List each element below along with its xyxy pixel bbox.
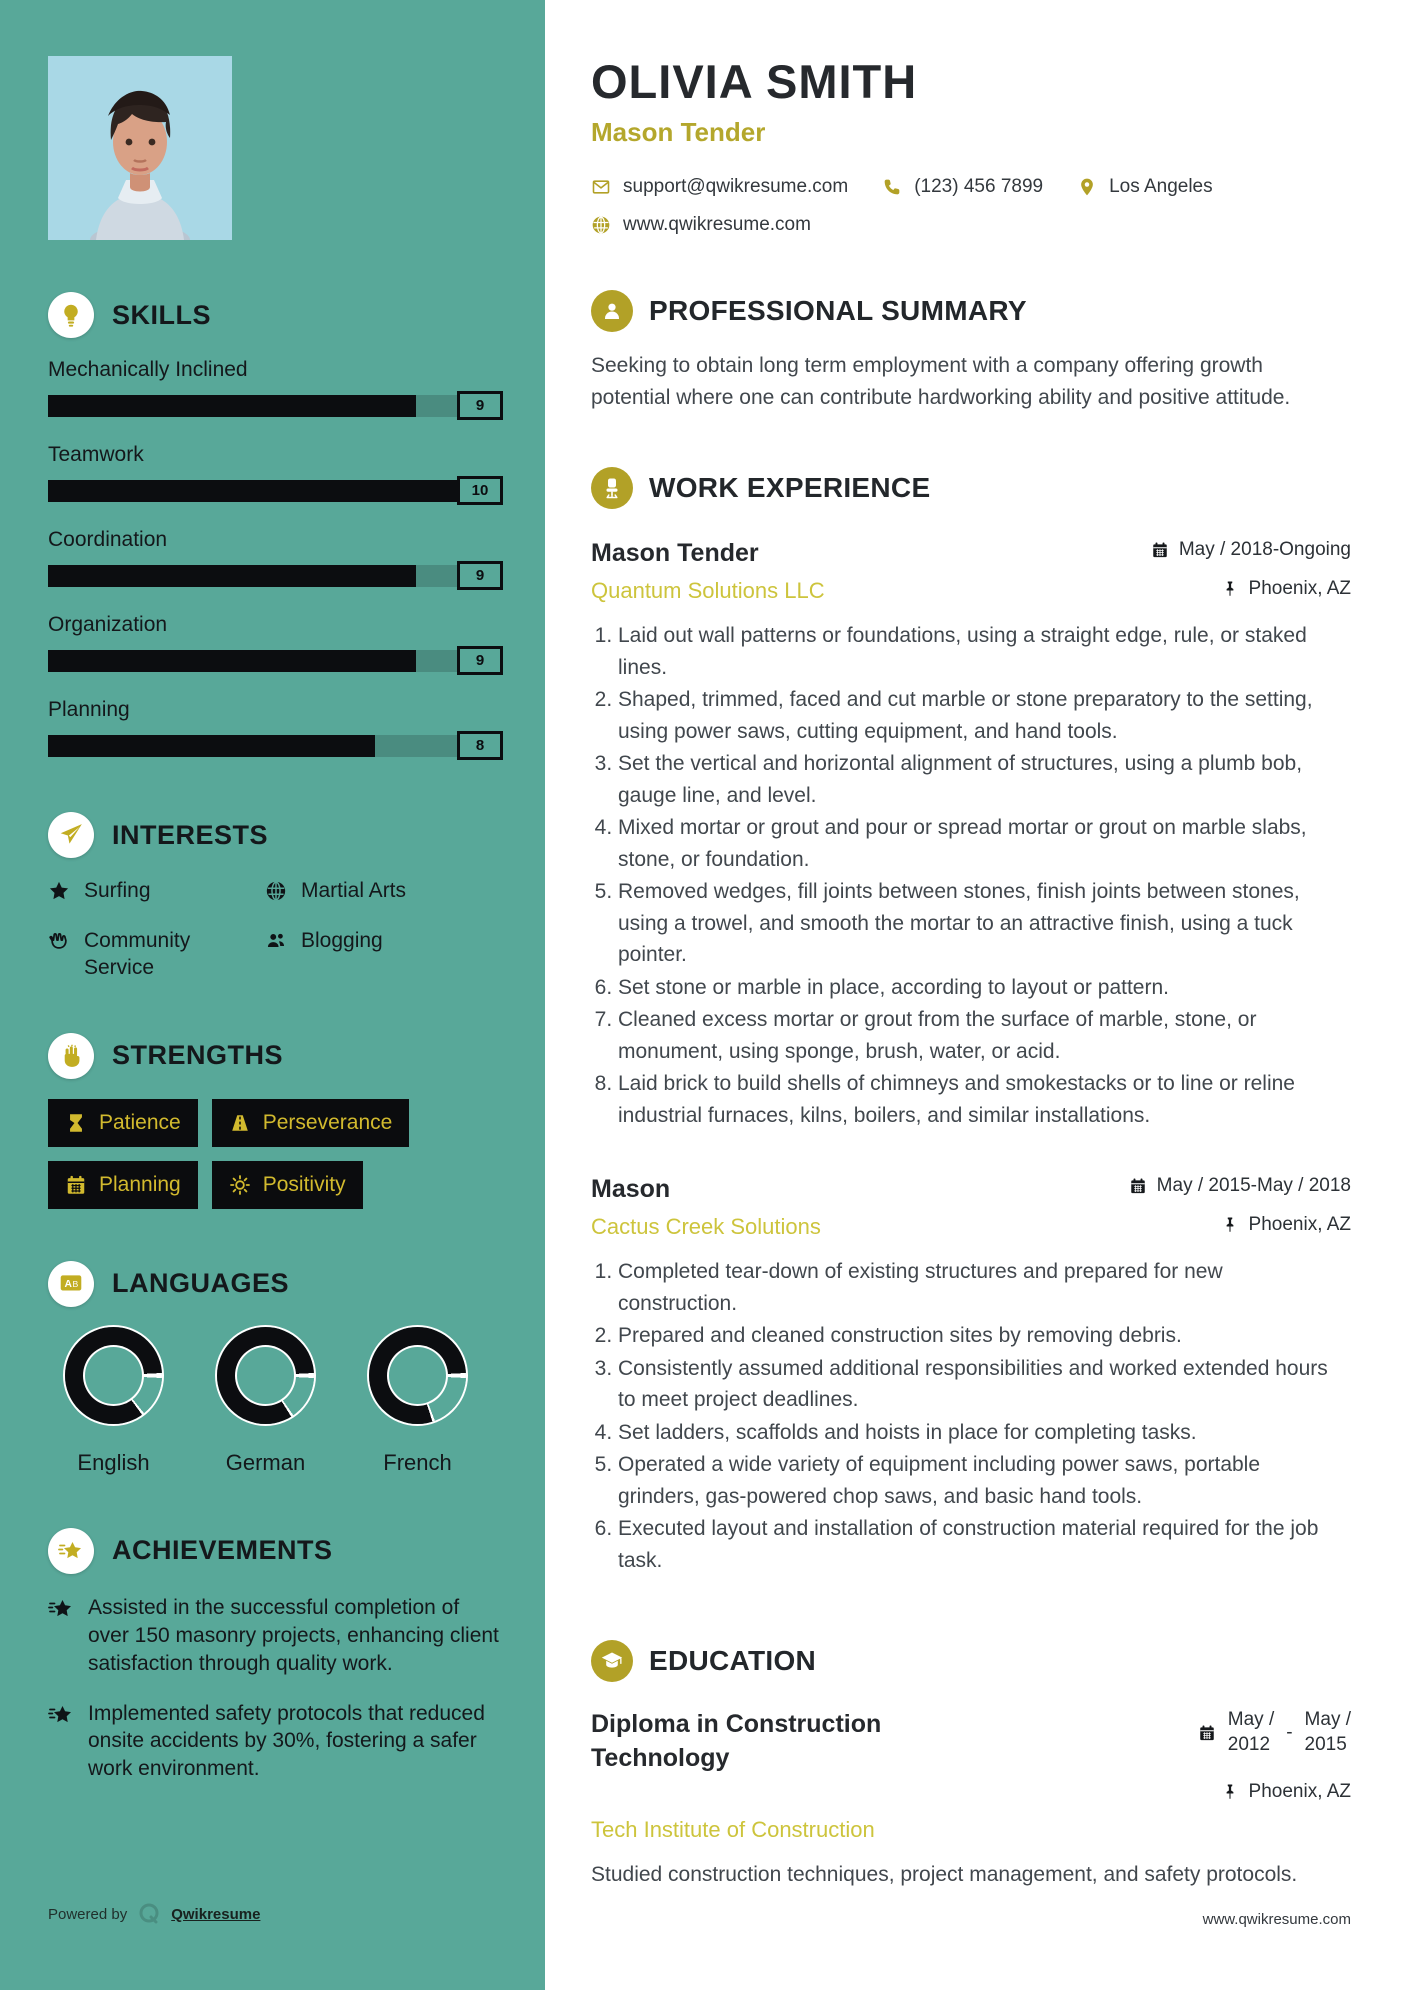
skill-value-badge: 9 [457,646,503,675]
interest-item: Martial Arts [265,878,503,904]
bullet-item: 2. Shaped, trimmed, faced and cut marble or stone preparatory to the setting, using power saws, cutting equipment, and hand tools. [618,684,1331,747]
powered-by-label: Powered by [48,1905,128,1923]
lightbulb-icon [58,302,84,328]
achievement-item [48,1594,503,1678]
interest-item: Community Service [48,928,243,981]
avatar [48,56,232,240]
job-entry [591,1175,1351,1576]
contact-website: www.qwikresume.com [591,214,811,236]
interests-icon-circle [48,812,94,858]
skill-bar-fill [48,650,416,672]
education-icon-circle [591,1640,633,1682]
achievements-title: ACHIEVEMENTS [112,1535,333,1566]
users-icon [265,930,287,952]
language-card-icon [58,1271,84,1297]
job-bullet-list [591,620,1331,1131]
languages-section [48,1261,503,1476]
skill-bar-fill [48,395,416,417]
skill-label: Organization [48,613,168,636]
main-column [545,0,1407,1990]
contact-phone: (123) 456 7899 [882,176,1043,198]
job-bullet-list [591,1256,1331,1576]
sidebar [0,0,545,1990]
language-donut-chart [217,1327,314,1424]
globe-icon [265,880,287,902]
bullet-item: 5. Removed wedges, fill joints between stones, finish joints between stones, using a trowel, and smooth the mortar to an attractive finish, using a tuck pointer. [618,876,1331,971]
strengths-title: STRENGTHS [112,1040,284,1071]
skill-label: Teamwork [48,443,144,466]
calendar-icon [1129,1177,1147,1195]
achievements-icon-circle [48,1528,94,1574]
skill-value-badge: 9 [457,561,503,590]
contact-location: Los Angeles [1077,176,1213,198]
fist-icon [58,1043,84,1069]
job-company: Cactus Creek Solutions [591,1214,821,1239]
sun-icon [229,1174,251,1196]
paper-plane-icon [58,822,84,848]
skill-row [48,358,503,420]
strengths-icon-circle [48,1033,94,1079]
skill-label: Planning [48,698,130,721]
skill-bar-track [48,650,457,672]
strength-chip: Planning [48,1161,198,1209]
language-label: French [383,1449,452,1475]
languages-icon-circle [48,1261,94,1307]
qwikresume-logo-icon [137,1902,161,1926]
candidate-name: OLIVIA SMITH [591,55,918,108]
languages-title: LANGUAGES [112,1268,290,1299]
achievement-text: Assisted in the successful completion of over 150 masonry projects, enhancing client satisfaction through quality work. [88,1595,499,1675]
shooting-star-icon [48,1702,74,1728]
achievement-text: Implemented safety protocols that reduced onsite accidents by 30%, fostering a safer work environment. [88,1701,485,1781]
skill-bar-track [48,480,457,502]
svg-text:B: B [72,1278,79,1289]
summary-title: PROFESSIONAL SUMMARY [649,295,1027,326]
candidate-title: Mason Tender [591,117,766,147]
bullet-item: 8. Laid brick to build shells of chimneys and smokestacks or to line or reline industrial furnaces, kilns, boilers, and similar installations. [618,1068,1331,1131]
summary-section [591,290,1351,413]
experience-icon-circle [591,467,633,509]
phone-icon [882,177,902,197]
bullet-item: 3. Consistently assumed additional responsibilities and worked extended hours to meet project deadlines. [618,1353,1331,1416]
summary-text: Seeking to obtain long term employment with a company offering growth potential where one can contribute hardworking ability and positive attitude. [591,354,1291,409]
education-title: EDUCATION [649,1645,817,1676]
strengths-section [48,1033,503,1209]
education-description: Studied construction techniques, project management, and safety protocols. [591,1863,1298,1887]
skill-row [48,698,503,760]
job-location: Phoenix, AZ [1221,1214,1351,1236]
skill-value-badge: 8 [457,731,503,760]
star-icon [48,880,70,902]
job-dates: May / 2018-Ongoing [1151,539,1351,561]
experience-title: WORK EXPERIENCE [649,472,931,503]
globe-icon [591,215,611,235]
education-date-separator: - [1286,1721,1293,1743]
bullet-item: 6. Executed layout and installation of construction material required for the job task. [618,1513,1331,1576]
job-role: Mason Tender [591,539,759,567]
bullet-item: 7. Cleaned excess mortar or grout from the surface of marble, stone, or monument, using sponge, brush, water, or acid. [618,1004,1331,1067]
skill-bar-track [48,395,457,417]
language-item [352,1327,483,1476]
calendar-icon [1151,541,1169,559]
pin-icon [1077,177,1097,197]
job-location: Phoenix, AZ [1221,578,1351,600]
education-degree: Diploma in Construction Technology [591,1710,882,1772]
envelope-icon [591,177,611,197]
interest-item: Blogging [265,928,503,981]
skill-bar-fill [48,565,416,587]
language-donut-chart [369,1327,466,1424]
bullet-item: 4. Set ladders, scaffolds and hoists in place for completing tasks. [618,1417,1331,1449]
calendar-icon [1198,1724,1216,1742]
education-date-end: May / 2015 [1304,1709,1351,1755]
pushpin-icon [1221,1783,1239,1801]
graduation-cap-icon [600,1649,624,1673]
language-label: German [225,1449,306,1475]
interests-section [48,812,503,981]
bullet-item: 3. Set the vertical and horizontal alignment of structures, using a plumb bob, gauge line, and level. [618,748,1331,811]
job-company: Quantum Solutions LLC [591,578,825,603]
strength-chip: Patience [48,1099,198,1147]
hourglass-icon [65,1112,87,1134]
contact-email: support@qwikresume.com [591,176,848,198]
strength-chip: Positivity [212,1161,363,1209]
strength-chip: Perseverance [212,1099,410,1147]
bullet-item: 2. Prepared and cleaned construction sites by removing debris. [618,1320,1331,1352]
education-dates [1198,1708,1351,1757]
skill-bar-track [48,735,457,757]
shooting-star-icon [48,1596,74,1622]
language-item [200,1327,331,1476]
skill-value-badge: 10 [457,476,503,505]
language-donut-chart [65,1327,162,1424]
powered-by [48,1902,260,1926]
pushpin-icon [1221,580,1239,598]
bullet-item: 1. Completed tear-down of existing structures and prepared for new construction. [618,1256,1331,1319]
calendar-icon [65,1174,87,1196]
education-date-start: May / 2012 [1227,1709,1275,1755]
summary-icon-circle [591,290,633,332]
bullet-item: 5. Operated a wide variety of equipment including power saws, portable grinders, gas-powered chop saws, and basic hand tools. [618,1449,1331,1512]
qwikresume-link[interactable]: Qwikresume [171,1905,261,1923]
skill-value-badge: 9 [457,391,503,420]
skills-icon-circle [48,292,94,338]
job-role: Mason [591,1175,671,1203]
skill-row [48,613,503,675]
education-section [591,1640,1351,1891]
contact-block [591,176,1351,236]
job-dates: May / 2015-May / 2018 [1129,1175,1351,1197]
person-icon [600,299,624,323]
shooting-star-icon [58,1538,84,1564]
language-label: English [77,1449,150,1475]
profile-photo [48,56,232,240]
office-chair-icon [600,476,624,500]
bullet-item: 1. Laid out wall patterns or foundations, using a straight edge, rule, or staked lines. [618,620,1331,683]
skill-row [48,443,503,505]
bullet-item: 4. Mixed mortar or grout and pour or spread mortar or grout on marble slabs, stone, or foundation. [618,812,1331,875]
education-school: Tech Institute of Construction [591,1817,875,1843]
skill-bar-track [48,565,457,587]
road-icon [229,1112,251,1134]
skill-row [48,528,503,590]
pushpin-icon [1221,1216,1239,1234]
hand-icon [48,930,70,952]
education-location: Phoenix, AZ [1221,1781,1351,1803]
skill-label: Mechanically Inclined [48,358,248,381]
achievements-section [48,1528,503,1784]
experience-section [591,467,1351,1576]
skill-label: Coordination [48,528,168,551]
skill-bar-fill [48,480,457,502]
svg-text:A: A [64,1278,72,1290]
bullet-item: 6. Set stone or marble in place, according to layout or pattern. [618,972,1331,1004]
skill-bar-fill [48,735,375,757]
skills-section [48,292,503,760]
skills-title: SKILLS [112,299,212,330]
interest-item: Surfing [48,878,243,904]
job-entry [591,539,1351,1131]
language-item [48,1327,179,1476]
footer-website: www.qwikresume.com [1202,1911,1351,1928]
interests-title: INTERESTS [112,819,269,850]
achievement-item [48,1700,503,1784]
